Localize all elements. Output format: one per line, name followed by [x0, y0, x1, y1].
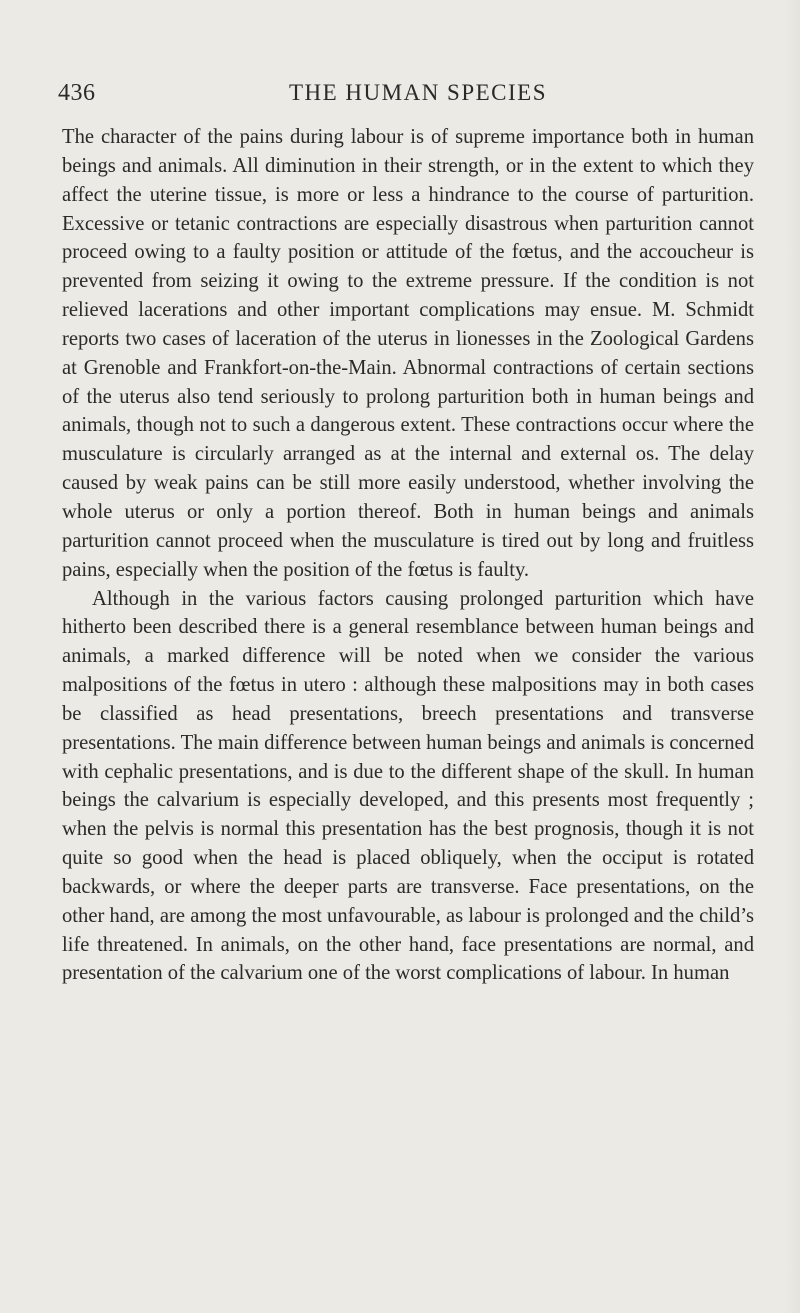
- paragraph-1: The character of the pains during labour is of supreme importance both in human beings and animals. All diminution in their strength, or in the extent to which they affect the uterine tissue, is more or less a hindrance to the course of parturition. Excessive or tetanic contractions are especially disastrous when parturition cannot proceed owing to a faulty position or attitude of the fœtus, and the accoucheur is prevented from seizing it owing to the extreme pressure. If the condition is not relieved lacerations and other important complications may ensue. M. Schmidt reports two cases of laceration of the uterus in lionesses in the Zoological Gardens at Grenoble and Frankfort-on-the-Main. Abnormal contractions of certain sections of the uterus also tend seriously to prolong parturition both in human beings and animals, though not to such a dangerous extent. These contractions occur where the musculature is circularly arranged as at the internal and external os. The delay caused by weak pains can be still more easily understood, whether involving the whole uterus or only a portion thereof. Both in human beings and animals parturition cannot proceed when the musculature is tired out by long and fruitless pains, especially when the position of the fœtus is faulty.: [62, 126, 754, 581]
- body-text: [62, 123, 754, 988]
- page-number: 436: [58, 80, 96, 106]
- paragraph-2: Although in the various factors causing prolonged parturition which have hitherto been described there is a general resemblance between human beings and animals, a marked difference will be noted when we consider the various malpositions of the fœtus in utero : although these malpositions may in both cases be classified as head presentations, breech presentations and transverse presentations. The main difference between human beings and animals is concerned with cephalic presentations, and is due to the different shape of the skull. In human beings the calvarium is especially developed, and this presents most frequently ; when the pelvis is normal this presentation has the best prognosis, though it is not quite so good when the head is placed obliquely, when the occiput is rotated backwards, or where the deeper parts are transverse. Face presentations, on the other hand, are among the most unfavourable, as labour is prolonged and the child’s life threatened. In animals, on the other hand, face presentations are normal, and presentation of the calvarium one of the worst complications of labour. In human: [62, 587, 754, 985]
- running-title: THE HUMAN SPECIES: [288, 80, 548, 105]
- running-head: [58, 78, 758, 108]
- page-edge-shadow: [786, 0, 800, 1313]
